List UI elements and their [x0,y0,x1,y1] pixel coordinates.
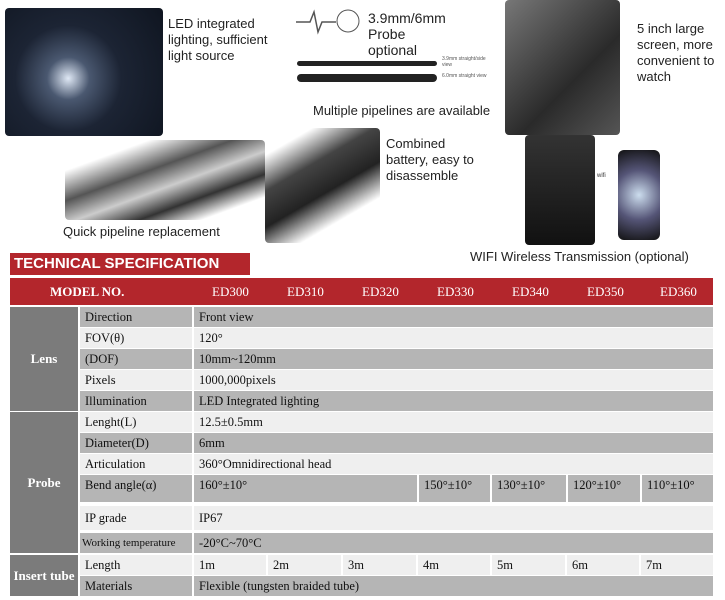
value-tube-4m: 4m [418,555,490,575]
screen-caption: 5 inch large screen, more convenient to watch [637,21,715,84]
value-working-temp: -20°C~70°C [194,533,713,553]
label-pixels: Pixels [80,370,192,390]
value-bend-120: 120°±10° [568,475,640,502]
value-diameter: 6mm [194,433,713,453]
value-length: 12.5±0.5mm [194,412,713,432]
label-direction: Direction [80,307,192,327]
value-tube-6m: 6m [567,555,639,575]
value-bend-110: 110°±10° [642,475,713,502]
label-dof: (DOF) [80,349,192,369]
quick-caption: Quick pipeline replacement [63,224,220,239]
value-pixels: 1000,000pixels [194,370,713,390]
probe-caption: 3.9mm/6mm Probe optional [368,10,446,58]
value-bend-150: 150°±10° [419,475,490,502]
label-fov: FOV(θ) [80,328,192,348]
value-direction: Front view [194,307,713,327]
quick-replace-image [65,140,265,220]
group-probe: Probe [10,412,78,553]
battery-caption: Combined battery, easy to disassemble [386,136,474,183]
value-bend-160: 160°±10° [194,475,417,502]
model-ed320: ED320 [362,284,399,299]
value-illumination: LED Integrated lighting [194,391,713,411]
pulse-icon [296,6,366,36]
label-bend-angle: Bend angle(α) [80,475,192,502]
group-insert-tube: Insert tube [10,555,78,596]
value-tube-3m: 3m [343,555,416,575]
spec-title: TECHNICAL SPECIFICATION [10,253,250,275]
value-tube-7m: 7m [641,555,713,575]
phone-image [618,150,660,240]
probe-39-image [297,61,437,66]
group-lens: Lens [10,307,78,411]
probe-label-39: 3.9mm straight/side view [442,56,486,68]
value-tube-5m: 5m [492,555,565,575]
model-ed330: ED330 [437,284,474,299]
model-label: MODEL NO. [50,284,125,299]
value-fov: 120° [194,328,713,348]
label-materials: Materials [80,576,192,596]
value-tube-1m: 1m [194,555,266,575]
label-illumination: Illumination [80,391,192,411]
model-header-row [10,278,713,305]
model-ed300: ED300 [212,284,249,299]
value-dof: 10mm~120mm [194,349,713,369]
label-tube-length: Length [80,555,192,575]
model-ed340: ED340 [512,284,549,299]
label-working-temp: Working temperature [80,533,192,553]
battery-image [265,128,380,243]
value-tube-2m: 2m [268,555,341,575]
label-length: Lenght(L) [80,412,192,432]
model-ed350: ED350 [587,284,624,299]
probe-label-60: 6.0mm straight view [442,73,487,79]
pipelines-caption: Multiple pipelines are available [313,103,491,118]
probe-60-image [297,74,437,82]
value-materials: Flexible (tungsten braided tube) [194,576,713,596]
value-bend-130: 130°±10° [492,475,566,502]
led-caption: LED integrated lighting, sufficient light source [168,16,268,63]
screen-device-image [505,0,620,135]
label-ip-grade: IP grade [80,506,192,530]
model-ed310: ED310 [287,284,324,299]
wifi-device-image [525,135,595,245]
wifi-badge: wifi [597,173,606,179]
led-probe-image [5,8,163,136]
label-diameter: Diameter(D) [80,433,192,453]
value-articulation: 360°Omnidirectional head [194,454,713,474]
value-ip-grade: IP67 [194,506,713,530]
label-articulation: Articulation [80,454,192,474]
wifi-caption: WIFI Wireless Transmission (optional) [470,249,689,264]
model-ed360: ED360 [660,284,697,299]
